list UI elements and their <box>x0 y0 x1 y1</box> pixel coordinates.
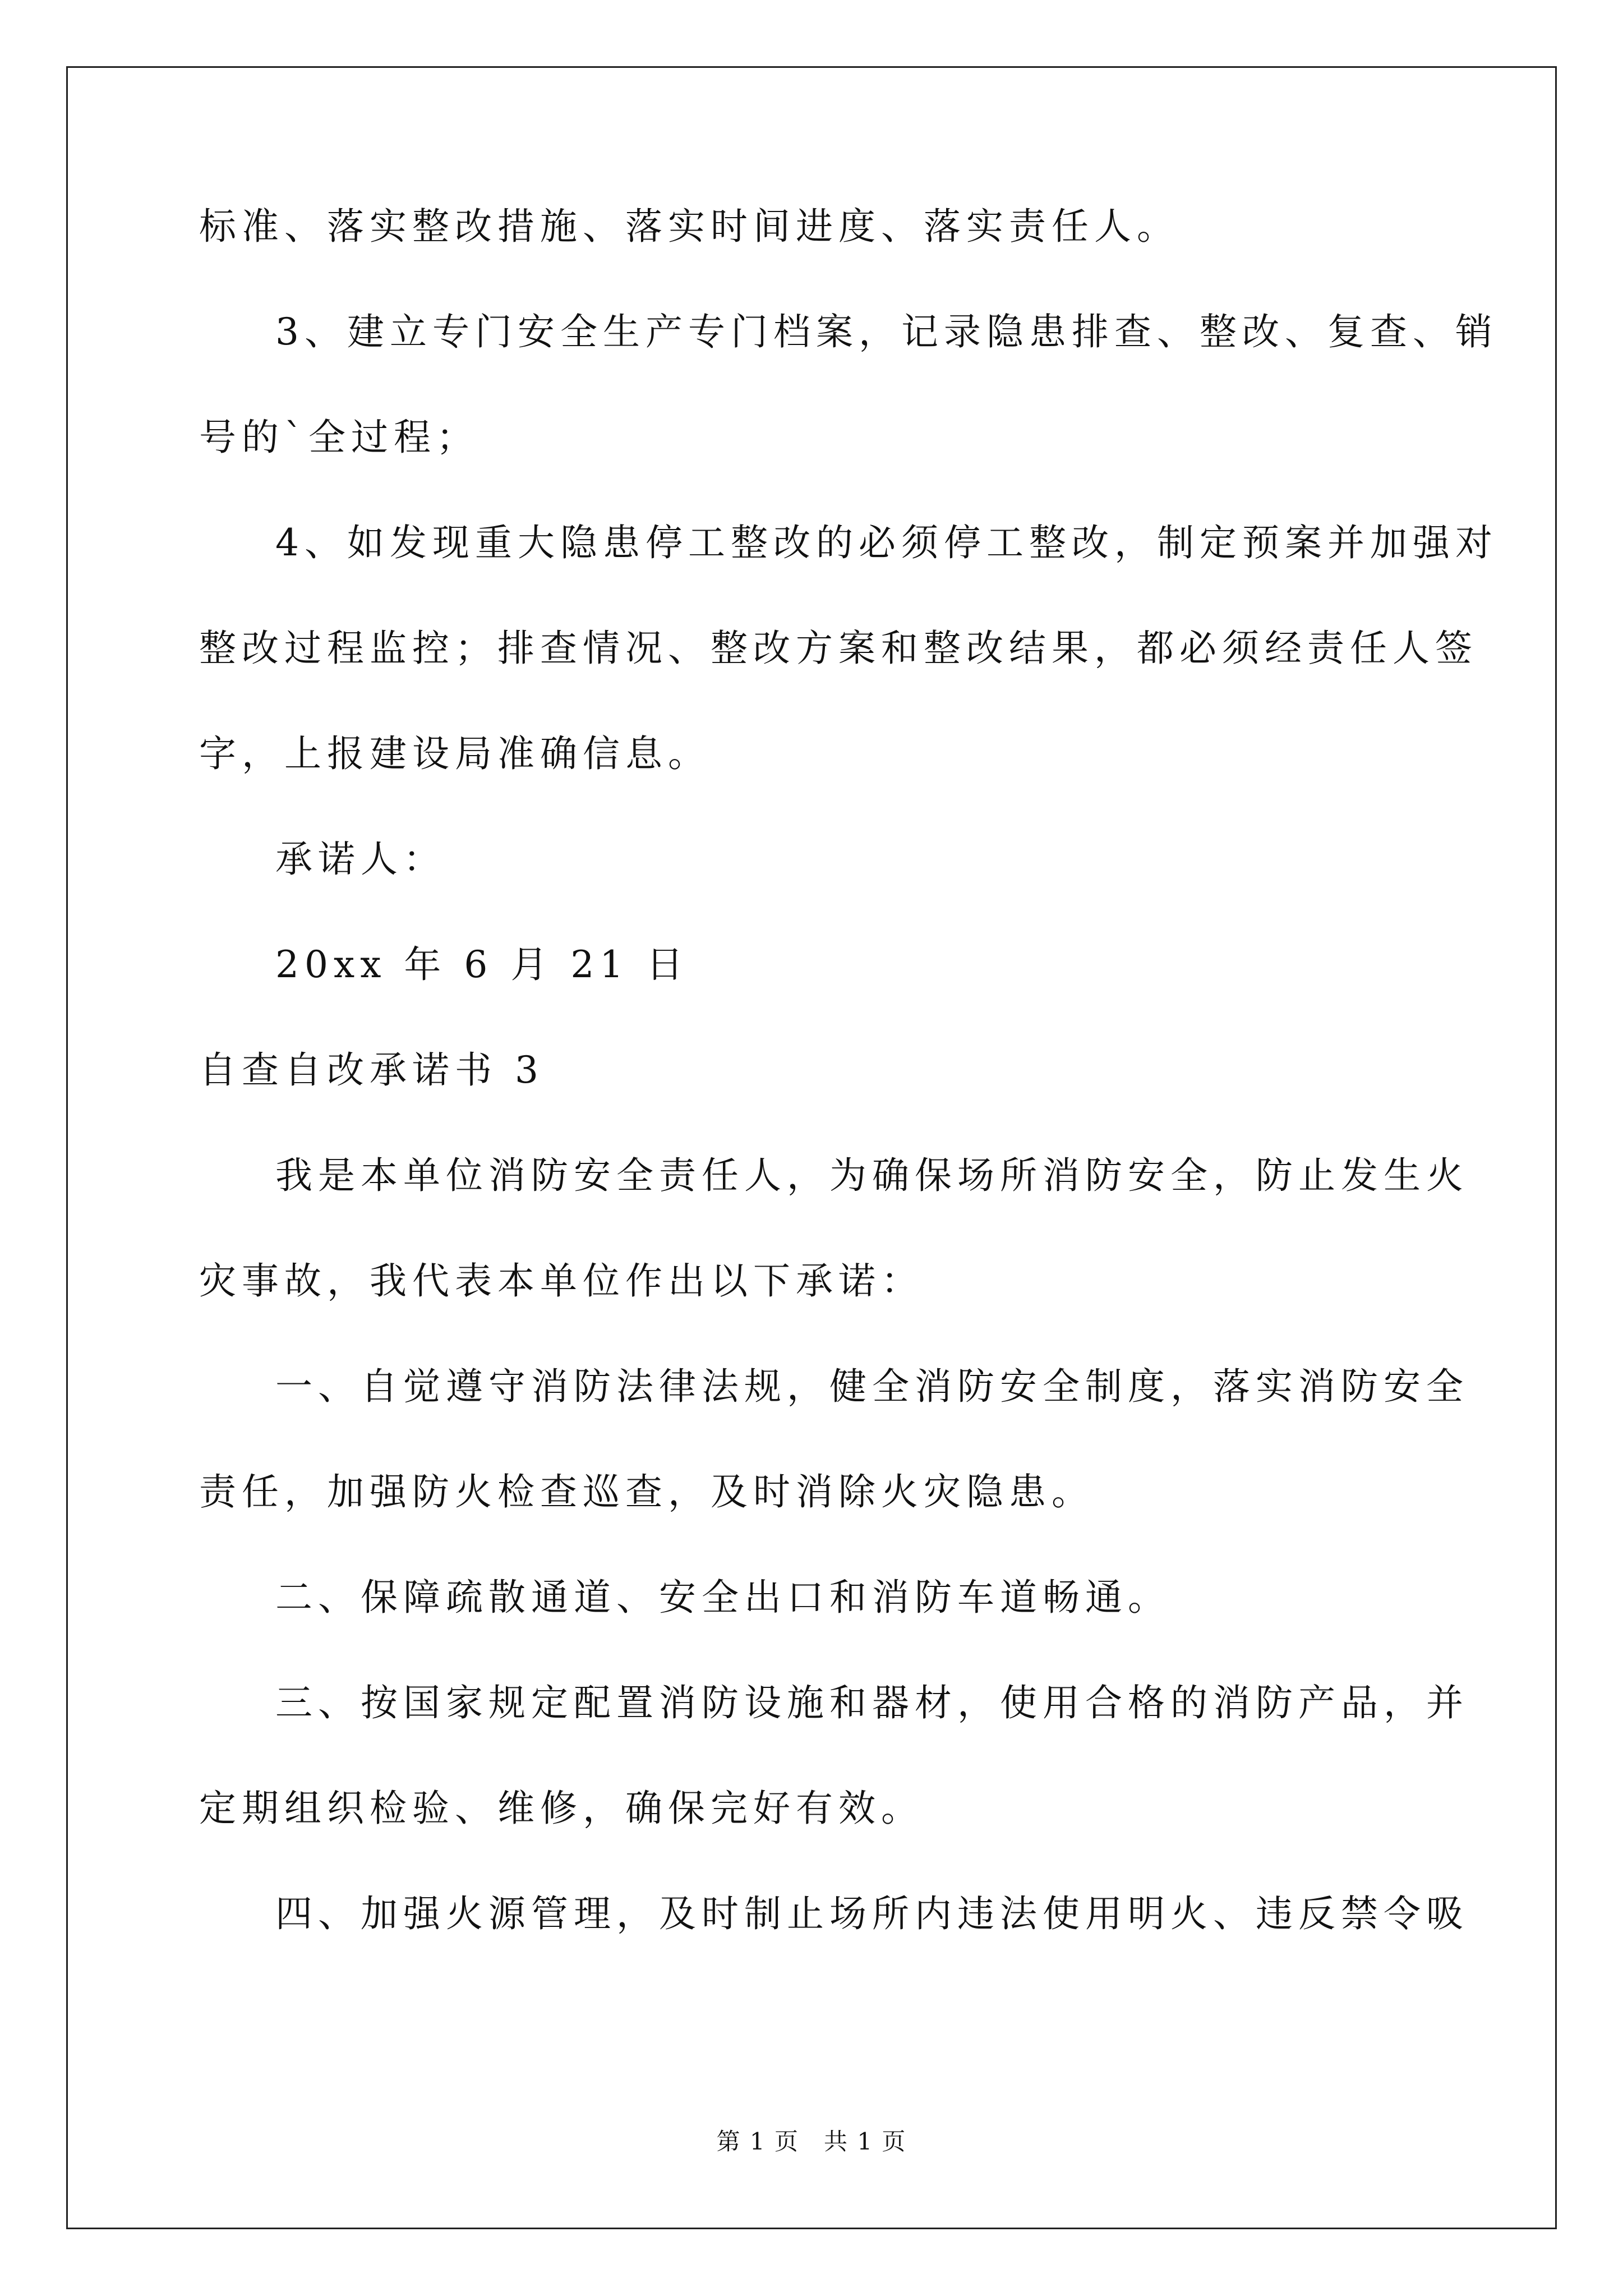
text-line: 三、按国家规定配置消防设施和器材，使用合格的消防产品，并 <box>275 1681 1469 1724</box>
text-line: 字，上报建设局准确信息。 <box>199 732 711 775</box>
signatory-label: 承诺人： <box>275 838 446 881</box>
text-line: 一、自觉遵守消防法律法规，健全消防安全制度，落实消防安全 <box>275 1365 1469 1408</box>
text-line: 整改过程监控；排查情况、整改方案和整改结果，都必须经责任人签 <box>199 627 1478 670</box>
text-line: 标准、落实整改措施、落实时间进度、落实责任人。 <box>199 205 1179 248</box>
section-title: 自查自改承诺书 3 <box>199 1048 544 1092</box>
text-line: 3、建立专门安全生产专门档案，记录隐患排查、整改、复查、销 <box>275 310 1498 353</box>
text-line: 二、保障疏散通道、安全出口和消防车道畅通。 <box>275 1576 1170 1619</box>
text-line: 四、加强火源管理，及时制止场所内违法使用明火、违反禁令吸 <box>275 1892 1469 1935</box>
text-line: 定期组织检验、维修，确保完好有效。 <box>199 1787 924 1830</box>
text-line: 4、如发现重大隐患停工整改的必须停工整改，制定预案并加强对 <box>275 521 1498 564</box>
text-line: 灾事故，我代表本单位作出以下承诺： <box>199 1259 924 1303</box>
page-footer: 第 1 页 共 1 页 <box>716 2128 907 2155</box>
text-line: 责任，加强防火检查巡查，及时消除火灾隐患。 <box>199 1470 1094 1513</box>
text-line: 号的`全过程； <box>199 416 479 459</box>
date-line: 20xx 年 6 月 21 日 <box>275 943 689 986</box>
text-line: 我是本单位消防安全责任人，为确保场所消防安全，防止发生火 <box>275 1154 1469 1197</box>
